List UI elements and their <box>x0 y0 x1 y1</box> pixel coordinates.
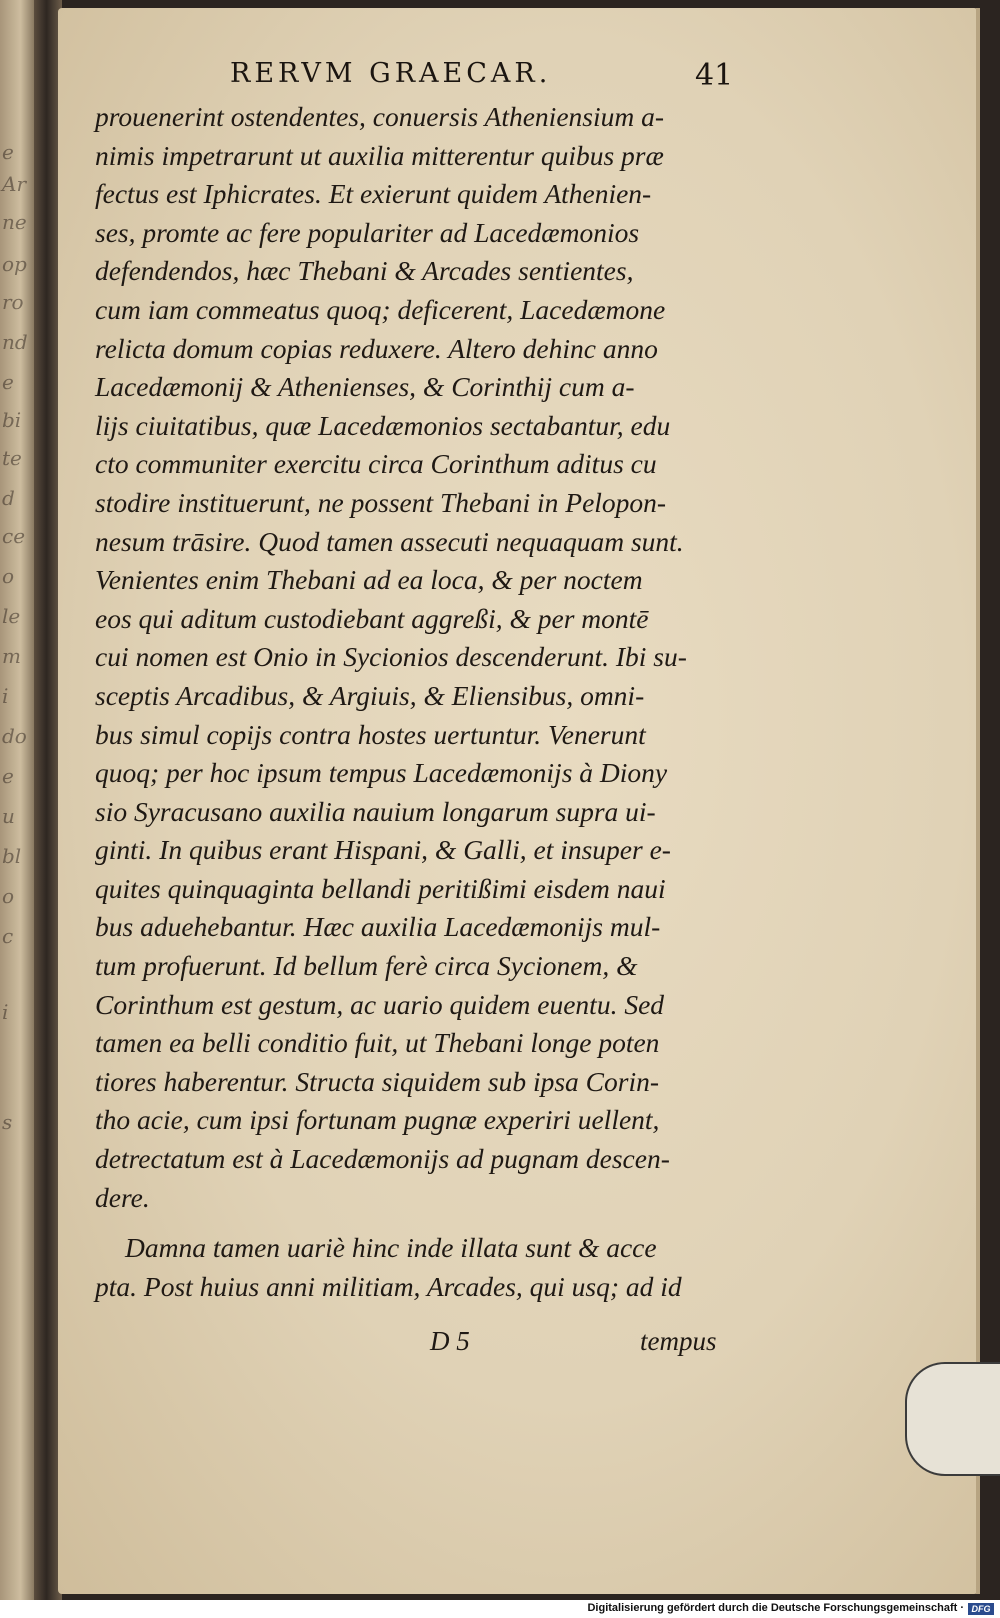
prev-page-fragment: e <box>2 140 14 164</box>
text-line: quoq; per hoc ipsum tempus Lacedæmonijs à Diony <box>95 757 668 789</box>
text-line: prouenerint ostendentes, conuersis Atheniensium a- <box>95 101 665 132</box>
text-line: tho acie, cum ipsi fortunam pugnæ experiri uellent, <box>95 1104 660 1136</box>
text-line: pta. Post huius anni militiam, Arcades, qui usq; ad id <box>95 1270 682 1302</box>
text-line: ses, promte ac fere populariter ad Lacedæmonios <box>95 216 640 248</box>
prev-page-fragment: bl <box>2 844 22 868</box>
prev-page-fragment: ne <box>2 210 27 234</box>
text-line: defendendos, hæc Thebani & Arcades sentientes, <box>95 255 634 287</box>
prev-page-fragment: ce <box>2 524 26 548</box>
prev-page-fragment: e <box>2 764 14 788</box>
text-line: relicta domum copias reduxere. Altero dehinc anno <box>95 332 658 364</box>
text-line: cto communiter exercitu circa Corinthum aditus cu <box>95 448 657 480</box>
prev-page-fragment: u <box>2 804 15 828</box>
page-clip-tab <box>905 1362 1000 1476</box>
text-line: cum iam commeatus quoq; deficerent, Lacedæmone <box>95 293 666 325</box>
prev-page-fragment: m <box>2 644 21 668</box>
text-line: tamen ea belli conditio fuit, ut Thebani longe poten <box>95 1027 660 1059</box>
text-line: tum profuerunt. Id bellum ferè circa Sycionem, & <box>95 950 638 982</box>
text-line: sio Syracusano auxilia nauium longarum supra ui- <box>95 795 656 827</box>
page-number: 41 <box>695 58 734 93</box>
prev-page-fragment: ro <box>2 290 24 314</box>
prev-page-fragment: c <box>2 924 14 948</box>
previous-page-strip <box>0 0 34 1600</box>
prev-page-fragment: o <box>2 564 15 588</box>
prev-page-fragment: e <box>2 370 14 394</box>
paragraph-gap <box>95 1220 755 1232</box>
text-line: nimis impetrarunt ut auxilia mitterentur quibus præ <box>95 139 664 171</box>
page-edge <box>976 8 980 1594</box>
prev-page-fragment: le <box>2 604 21 628</box>
body-text <box>95 101 755 1309</box>
dfg-logo: DFG <box>968 1603 994 1615</box>
text-line: lijs ciuitatibus, quæ Lacedæmonios sectabantur, edu <box>95 409 671 441</box>
text-line: quites quinquaginta bellandi peritißimi eisdem naui <box>95 872 666 904</box>
text-line: fectus est Iphicrates. Et exierunt quidem Athenien- <box>95 178 652 210</box>
text-line: eos qui aditum custodiebant aggreßi, & per montē <box>95 602 649 634</box>
banner-text: Digitalisierung gefördert durch die Deutsche Forschungsgemeinschaft · <box>587 1602 964 1614</box>
prev-page-fragment: d <box>2 486 15 510</box>
text-line: cui nomen est Onio in Sycionios descenderunt. Ibi su- <box>95 641 687 673</box>
text-line: Venientes enim Thebani ad ea loca, & per noctem <box>95 564 643 596</box>
text-line: tiores haberentur. Structa siquidem sub ipsa Corin- <box>95 1065 660 1097</box>
prev-page-fragment: te <box>2 446 22 470</box>
text-line: Lacedæmonij & Athenienses, & Corinthij cum a- <box>95 371 635 403</box>
prev-page-fragment: bi <box>2 408 22 432</box>
text-line: Corinthum est gestum, ac uario quidem euentu. Sed <box>95 988 665 1020</box>
prev-page-fragment: Ar <box>2 172 27 196</box>
text-line: bus simul copijs contra hostes uertuntur. Venerunt <box>95 718 646 750</box>
text-line: dere. <box>95 1181 150 1213</box>
text-line: nesum trāsire. Quod tamen assecuti nequaquam sunt. <box>95 525 684 557</box>
prev-page-fragment: do <box>2 724 27 748</box>
prev-page-fragment: i <box>2 684 9 708</box>
prev-page-fragment: i <box>2 1000 9 1024</box>
signature-mark: D 5 <box>430 1326 470 1356</box>
prev-page-fragment: op <box>2 252 27 276</box>
text-line: ginti. In quibus erant Hispani, & Galli, et insuper e- <box>95 834 671 866</box>
text-line: bus aduehebantur. Hæc auxilia Lacedæmonijs mul- <box>95 911 661 943</box>
prev-page-fragment: nd <box>2 330 28 354</box>
running-title: RERVM GRAECAR. <box>230 58 552 89</box>
prev-page-fragment: o <box>2 884 15 908</box>
text-line: Damna tamen uariè hinc inde illata sunt & acce <box>125 1232 657 1264</box>
catchword: tempus <box>640 1326 717 1356</box>
text-line: sceptis Arcadibus, & Argiuis, & Eliensibus, omni- <box>95 679 645 711</box>
text-line: detrectatum est à Lacedæmonijs ad pugnam descen- <box>95 1143 670 1175</box>
prev-page-fragment: s <box>2 1110 13 1134</box>
text-line: stodire instituerunt, ne possent Thebani in Pelopon- <box>95 486 667 518</box>
